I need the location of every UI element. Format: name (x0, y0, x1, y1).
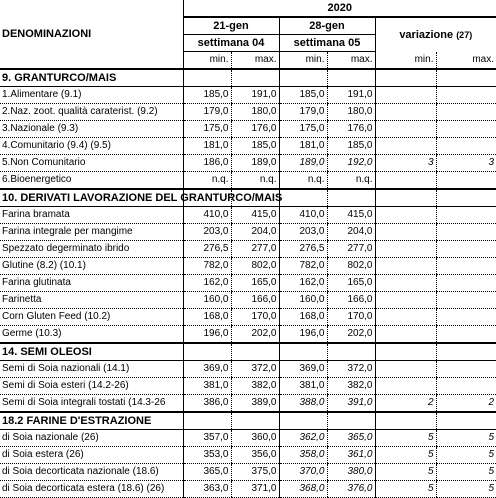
cell-v-min (375, 207, 436, 224)
section-spacer (231, 343, 279, 361)
section-spacer (327, 69, 375, 87)
section-spacer (279, 343, 327, 361)
cell-v-max: 5 (436, 447, 496, 464)
cell-b-min: 189,0 (279, 155, 327, 172)
cell-a-min: 353,0 (183, 447, 231, 464)
cell-b-max: 204,0 (327, 224, 375, 241)
row-label: 2.Naz. zoot. qualità caraterist. (9.2) (0, 104, 183, 121)
cell-a-max: 191,0 (231, 87, 279, 104)
table-row (0, 447, 496, 464)
cell-v-min: 2 (375, 395, 436, 413)
cell-b-min: 203,0 (279, 224, 327, 241)
section-title: 9. GRANTURCO/MAIS (0, 69, 183, 87)
cell-b-max: 380,0 (327, 464, 375, 481)
cell-v-min (375, 326, 436, 344)
cell-b-min: n.q. (279, 172, 327, 190)
cell-a-min: 186,0 (183, 155, 231, 172)
table-row (0, 326, 496, 344)
cell-b-max: 802,0 (327, 258, 375, 275)
cell-v-min (375, 292, 436, 309)
cell-b-max: 166,0 (327, 292, 375, 309)
max-header-1: max. (231, 52, 279, 70)
variazione-label: variazione (399, 28, 454, 41)
variazione-note: (27) (456, 29, 473, 40)
cell-a-max: 415,0 (231, 207, 279, 224)
section-spacer (436, 69, 496, 87)
cell-a-max: 185,0 (231, 138, 279, 155)
row-label: Semi di Soia nazionali (14.1) (0, 361, 183, 378)
section-spacer (231, 412, 279, 430)
cell-a-min: 185,0 (183, 87, 231, 104)
cell-a-max: 189,0 (231, 155, 279, 172)
cell-a-min: 410,0 (183, 207, 231, 224)
section-header (0, 69, 496, 87)
cell-v-max (436, 309, 496, 326)
cell-v-max (436, 361, 496, 378)
cell-b-min: 196,0 (279, 326, 327, 344)
cell-a-min: 203,0 (183, 224, 231, 241)
section-spacer (436, 189, 496, 207)
cell-b-min: 369,0 (279, 361, 327, 378)
table-row (0, 121, 496, 138)
row-label: Germe (10.3) (0, 326, 183, 344)
table-row (0, 464, 496, 481)
cell-v-min: 5 (375, 430, 436, 447)
cell-a-max: 202,0 (231, 326, 279, 344)
min-header-2: min. (279, 52, 327, 70)
cell-b-max: 391,0 (327, 395, 375, 413)
cell-v-max: 5 (436, 481, 496, 498)
cell-b-max: 361,0 (327, 447, 375, 464)
min-header-var: min. (375, 52, 436, 70)
cell-v-max: 2 (436, 395, 496, 413)
cell-a-min: 168,0 (183, 309, 231, 326)
cell-b-max: 376,0 (327, 481, 375, 498)
row-label: 6.Bioenergetico (0, 172, 183, 190)
cell-v-min (375, 241, 436, 258)
cell-v-max (436, 138, 496, 155)
cell-b-max: 185,0 (327, 138, 375, 155)
cell-v-min (375, 172, 436, 190)
cell-v-min (375, 275, 436, 292)
cell-v-max (436, 378, 496, 395)
cell-a-min: 162,0 (183, 275, 231, 292)
cell-v-min (375, 361, 436, 378)
variazione-header (375, 17, 496, 52)
cell-b-max: 170,0 (327, 309, 375, 326)
row-label: Semi di Soia integrali tostati (14.3-26 (0, 395, 183, 413)
row-label: Spezzato degerminato ibrido (0, 241, 183, 258)
cell-a-max: 375,0 (231, 464, 279, 481)
section-spacer (375, 343, 436, 361)
table-row (0, 395, 496, 413)
table-row (0, 430, 496, 447)
cell-a-min: 381,0 (183, 378, 231, 395)
cell-a-min: 386,0 (183, 395, 231, 413)
cell-v-min (375, 258, 436, 275)
cell-b-max: 372,0 (327, 361, 375, 378)
section-spacer (375, 69, 436, 87)
cell-v-max (436, 326, 496, 344)
section-header (0, 343, 496, 361)
cell-v-max (436, 258, 496, 275)
cell-a-min: 357,0 (183, 430, 231, 447)
section-spacer (279, 412, 327, 430)
cell-b-min: 368,0 (279, 481, 327, 498)
cell-v-min: 5 (375, 447, 436, 464)
cell-b-min: 358,0 (279, 447, 327, 464)
cell-v-max (436, 224, 496, 241)
section-spacer (436, 412, 496, 430)
section-spacer (327, 189, 375, 207)
cell-a-max: 277,0 (231, 241, 279, 258)
week2-label: settimana 05 (279, 35, 375, 52)
cell-v-min (375, 378, 436, 395)
max-header-var: max. (436, 52, 496, 70)
cell-b-max: 180,0 (327, 104, 375, 121)
cell-a-max: 802,0 (231, 258, 279, 275)
section-title: 10. DERIVATI LAVORAZIONE DEL GRANTURCO/MAIS (0, 189, 183, 207)
table-row (0, 292, 496, 309)
cell-a-max: 389,0 (231, 395, 279, 413)
cell-a-min: 782,0 (183, 258, 231, 275)
cell-b-min: 782,0 (279, 258, 327, 275)
cell-a-min: 160,0 (183, 292, 231, 309)
row-label: Farina bramata (0, 207, 183, 224)
cell-b-max: 165,0 (327, 275, 375, 292)
cell-b-max: 277,0 (327, 241, 375, 258)
week1-label: settimana 04 (183, 35, 279, 52)
cell-b-max: 202,0 (327, 326, 375, 344)
cell-a-min: 369,0 (183, 361, 231, 378)
cell-b-max: 382,0 (327, 378, 375, 395)
cell-b-max: 191,0 (327, 87, 375, 104)
section-spacer (183, 343, 231, 361)
cell-a-max: 382,0 (231, 378, 279, 395)
cell-a-min: 175,0 (183, 121, 231, 138)
cell-v-max (436, 87, 496, 104)
table-row (0, 378, 496, 395)
cell-v-max (436, 275, 496, 292)
row-label: 1.Alimentare (9.1) (0, 87, 183, 104)
table-row (0, 361, 496, 378)
cell-b-min: 410,0 (279, 207, 327, 224)
row-label: 5.Non Comunitario (0, 155, 183, 172)
cell-b-min: 185,0 (279, 87, 327, 104)
table-row (0, 104, 496, 121)
row-label: Glutine (8.2) (10.1) (0, 258, 183, 275)
cell-b-min: 370,0 (279, 464, 327, 481)
cell-a-max: 356,0 (231, 447, 279, 464)
section-spacer (231, 69, 279, 87)
cell-v-min: 5 (375, 464, 436, 481)
cell-b-min: 168,0 (279, 309, 327, 326)
cell-a-min: 365,0 (183, 464, 231, 481)
section-header (0, 412, 496, 430)
cell-v-min: 3 (375, 155, 436, 172)
year-header: 2020 (183, 0, 496, 17)
table-row (0, 258, 496, 275)
section-spacer (436, 343, 496, 361)
cell-b-min: 162,0 (279, 275, 327, 292)
cell-b-min: 175,0 (279, 121, 327, 138)
row-label: Farina integrale per mangime (0, 224, 183, 241)
section-spacer (375, 412, 436, 430)
cell-v-min (375, 224, 436, 241)
cell-v-min (375, 309, 436, 326)
row-label: di Soia estera (26) (0, 447, 183, 464)
cell-a-min: n.q. (183, 172, 231, 190)
max-header-2: max. (327, 52, 375, 70)
section-title: 18.2 FARINE D'ESTRAZIONE (0, 412, 183, 430)
cell-a-max: 165,0 (231, 275, 279, 292)
cell-a-max: 170,0 (231, 309, 279, 326)
table-row (0, 275, 496, 292)
cell-b-min: 179,0 (279, 104, 327, 121)
cell-b-max: n.q. (327, 172, 375, 190)
cell-v-max (436, 172, 496, 190)
section-spacer (279, 69, 327, 87)
cell-v-min (375, 87, 436, 104)
section-header (0, 189, 496, 207)
cell-b-min: 276,5 (279, 241, 327, 258)
table-row (0, 138, 496, 155)
table-row (0, 207, 496, 224)
row-label: Semi di Soia esteri (14.2-26) (0, 378, 183, 395)
cell-a-min: 196,0 (183, 326, 231, 344)
cell-a-max: 371,0 (231, 481, 279, 498)
cell-b-max: 192,0 (327, 155, 375, 172)
week1-date: 21-gen (183, 17, 279, 35)
cell-a-max: 176,0 (231, 121, 279, 138)
row-label: di Soia decorticata nazionale (18.6) (0, 464, 183, 481)
section-title: 14. SEMI OLEOSI (0, 343, 183, 361)
section-spacer (375, 189, 436, 207)
cell-a-max: 360,0 (231, 430, 279, 447)
cell-a-max: n.q. (231, 172, 279, 190)
cell-a-min: 179,0 (183, 104, 231, 121)
cell-b-min: 160,0 (279, 292, 327, 309)
cell-v-max (436, 121, 496, 138)
table-row (0, 481, 496, 498)
cell-b-max: 365,0 (327, 430, 375, 447)
section-spacer (183, 69, 231, 87)
table-row (0, 224, 496, 241)
row-label: di Soia nazionale (26) (0, 430, 183, 447)
cell-a-max: 166,0 (231, 292, 279, 309)
cell-a-min: 363,0 (183, 481, 231, 498)
cell-v-max (436, 207, 496, 224)
cell-b-max: 176,0 (327, 121, 375, 138)
cell-b-max: 415,0 (327, 207, 375, 224)
week2-date: 28-gen (279, 17, 375, 35)
table-row (0, 309, 496, 326)
cell-b-min: 388,0 (279, 395, 327, 413)
cell-v-max: 5 (436, 430, 496, 447)
cell-v-max (436, 104, 496, 121)
cell-a-min: 276,5 (183, 241, 231, 258)
cell-v-min (375, 138, 436, 155)
row-label: Corn Gluten Feed (10.2) (0, 309, 183, 326)
section-spacer (327, 343, 375, 361)
cell-v-max: 5 (436, 464, 496, 481)
cell-v-max (436, 292, 496, 309)
cell-a-max: 372,0 (231, 361, 279, 378)
row-label: Farinetta (0, 292, 183, 309)
table-row (0, 155, 496, 172)
cell-b-min: 381,0 (279, 378, 327, 395)
table-row (0, 87, 496, 104)
cell-v-min (375, 121, 436, 138)
row-label: 3.Nazionale (9.3) (0, 121, 183, 138)
min-header-1: min. (183, 52, 231, 70)
section-spacer (327, 412, 375, 430)
cell-b-min: 181,0 (279, 138, 327, 155)
cell-v-min (375, 104, 436, 121)
table-row (0, 241, 496, 258)
cell-v-max (436, 241, 496, 258)
table-row (0, 172, 496, 190)
row-label: Farina glutinata (0, 275, 183, 292)
section-spacer (279, 189, 327, 207)
section-spacer (183, 412, 231, 430)
cell-a-max: 204,0 (231, 224, 279, 241)
cell-a-min: 181,0 (183, 138, 231, 155)
cell-b-min: 362,0 (279, 430, 327, 447)
cell-a-max: 180,0 (231, 104, 279, 121)
denominazioni-header: DENOMINAZIONI (2, 28, 92, 40)
row-label: di Soia decorticata estera (18.6) (26) (0, 481, 183, 498)
cell-v-min: 5 (375, 481, 436, 498)
cell-v-max: 3 (436, 155, 496, 172)
row-label: 4.Comunitario (9.4) (9.5) (0, 138, 183, 155)
